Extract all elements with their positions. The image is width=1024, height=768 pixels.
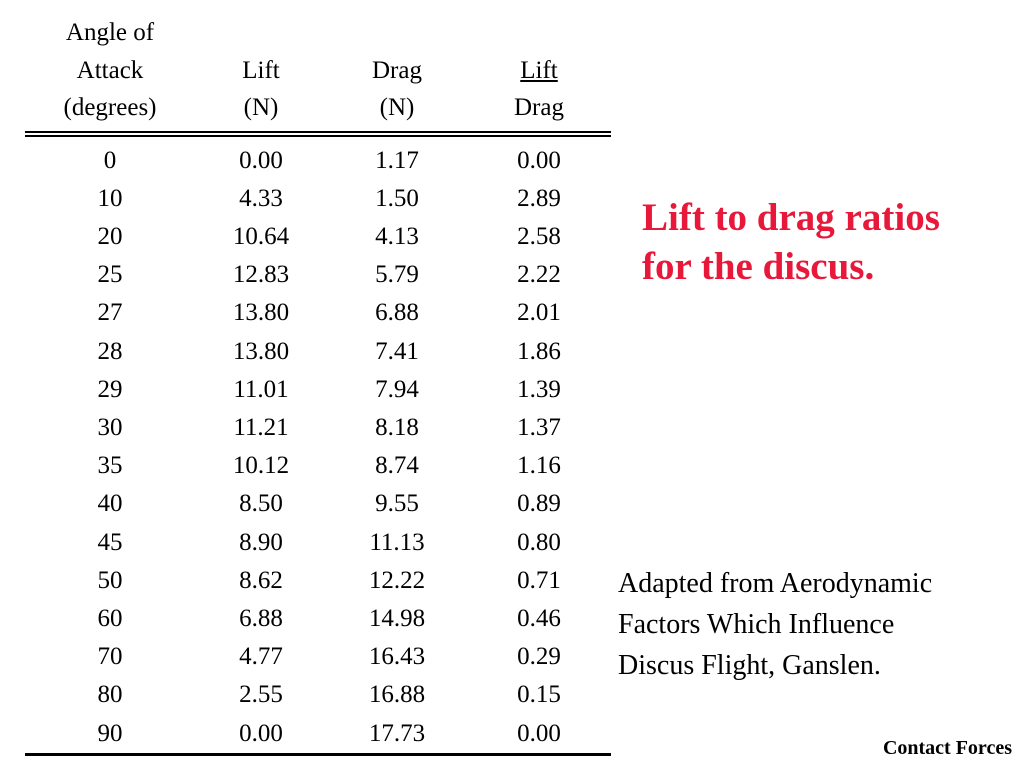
angle-cell: 25 — [97, 261, 123, 289]
lift-cell: 13.80 — [232, 299, 290, 327]
angle-cell: 35 — [97, 452, 123, 480]
ratio-cell: 0.29 — [517, 643, 561, 671]
lift-cell: 0.00 — [239, 146, 283, 174]
source-line-2: Factors Which Influence — [618, 609, 895, 640]
ratio-cell: 2.89 — [517, 184, 561, 212]
angle-cell: 90 — [25, 715, 195, 755]
table-row — [25, 180, 611, 218]
drag-cell: 8.18 — [375, 413, 419, 441]
header-drag: Drag (N) — [372, 56, 422, 121]
table-row — [25, 256, 611, 294]
angle-cell: 50 — [97, 566, 123, 594]
lift-cell: 13.80 — [232, 337, 290, 365]
ratio-cell: 2.01 — [517, 299, 561, 327]
angle-cell: 0 — [103, 146, 117, 174]
table-row — [25, 447, 611, 485]
title-line-1: Lift to drag ratios — [642, 196, 940, 239]
lift-cell: 11.21 — [233, 413, 289, 441]
angle-cell: 28 — [97, 337, 123, 365]
drag-cell: 16.88 — [368, 681, 426, 709]
lift-cell: 4.77 — [239, 643, 283, 671]
angle-cell: 27 — [97, 299, 123, 327]
ratio-cell: 0.71 — [517, 566, 561, 594]
lift-cell: 10.12 — [232, 452, 290, 480]
angle-cell: 29 — [97, 375, 123, 403]
drag-cell: 7.41 — [375, 337, 419, 365]
drag-cell: 5.79 — [375, 261, 419, 289]
header-lift: Lift (N) — [242, 56, 280, 121]
drag-cell: 6.88 — [375, 299, 419, 327]
drag-cell: 14.98 — [368, 604, 426, 632]
angle-cell: 30 — [97, 413, 123, 441]
table-row — [25, 600, 611, 638]
header-ratio — [467, 14, 611, 134]
table-row — [25, 562, 611, 600]
table-row — [25, 638, 611, 676]
lift-cell: 6.88 — [239, 604, 283, 632]
angle-cell: 20 — [97, 222, 123, 250]
angle-cell: 45 — [97, 528, 123, 556]
table-row — [25, 333, 611, 371]
table-header-row — [25, 14, 611, 134]
table-row — [25, 134, 611, 180]
lift-cell: 2.55 — [239, 681, 283, 709]
table-row — [25, 485, 611, 523]
lift-cell: 8.50 — [239, 490, 283, 518]
lift-cell: 0.00 — [195, 715, 327, 755]
table-row — [25, 294, 611, 332]
angle-cell: 10 — [97, 184, 123, 212]
title-line-2: for the discus. — [642, 245, 875, 288]
data-table-container — [25, 14, 611, 756]
table-row — [25, 371, 611, 409]
drag-cell: 7.94 — [375, 375, 419, 403]
drag-cell: 16.43 — [368, 643, 426, 671]
lift-cell: 10.64 — [232, 222, 290, 250]
source-citation — [618, 563, 1018, 686]
angle-cell: 40 — [97, 490, 123, 518]
source-line-3: Discus Flight, Ganslen. — [618, 650, 881, 681]
drag-cell: 1.50 — [375, 184, 419, 212]
drag-cell: 12.22 — [368, 566, 426, 594]
ratio-cell: 1.39 — [517, 375, 561, 403]
header-angle: Angle of Attack (degrees) — [63, 19, 157, 121]
drag-cell: 1.17 — [375, 146, 419, 174]
table-row — [25, 676, 611, 714]
lift-cell: 8.90 — [239, 528, 283, 556]
source-line-1: Adapted from Aerodynamic — [618, 568, 933, 599]
lift-cell: 12.83 — [232, 261, 290, 289]
table-row — [25, 715, 611, 755]
table-row — [25, 218, 611, 256]
lift-cell: 4.33 — [239, 184, 283, 212]
footer-label: Contact Forces — [882, 737, 1012, 759]
slide-title — [642, 193, 1012, 291]
lift-cell: 8.62 — [239, 566, 283, 594]
table-row — [25, 409, 611, 447]
ratio-cell: 0.00 — [467, 715, 611, 755]
ratio-cell: 2.22 — [517, 261, 561, 289]
drag-cell: 11.13 — [369, 528, 425, 556]
ratio-cell: 2.58 — [517, 222, 561, 250]
ratio-cell: 1.16 — [517, 452, 561, 480]
ratio-cell: 1.37 — [517, 413, 561, 441]
table-body — [25, 134, 611, 755]
ratio-cell: 0.80 — [517, 528, 561, 556]
drag-cell: 9.55 — [375, 490, 419, 518]
drag-cell: 17.73 — [327, 715, 467, 755]
lift-drag-table — [25, 14, 611, 756]
ratio-cell: 0.15 — [517, 681, 561, 709]
ratio-cell: 0.00 — [517, 146, 561, 174]
lift-cell: 11.01 — [233, 375, 289, 403]
angle-cell: 80 — [97, 681, 123, 709]
drag-cell: 8.74 — [375, 452, 419, 480]
ratio-numerator: Lift — [520, 56, 558, 84]
ratio-denominator: Drag — [514, 94, 564, 121]
angle-cell: 60 — [97, 604, 123, 632]
table-row — [25, 524, 611, 562]
ratio-cell: 0.46 — [517, 604, 561, 632]
drag-cell: 4.13 — [375, 222, 419, 250]
angle-cell: 70 — [97, 643, 123, 671]
ratio-cell: 0.89 — [517, 490, 561, 518]
ratio-cell: 1.86 — [517, 337, 561, 365]
